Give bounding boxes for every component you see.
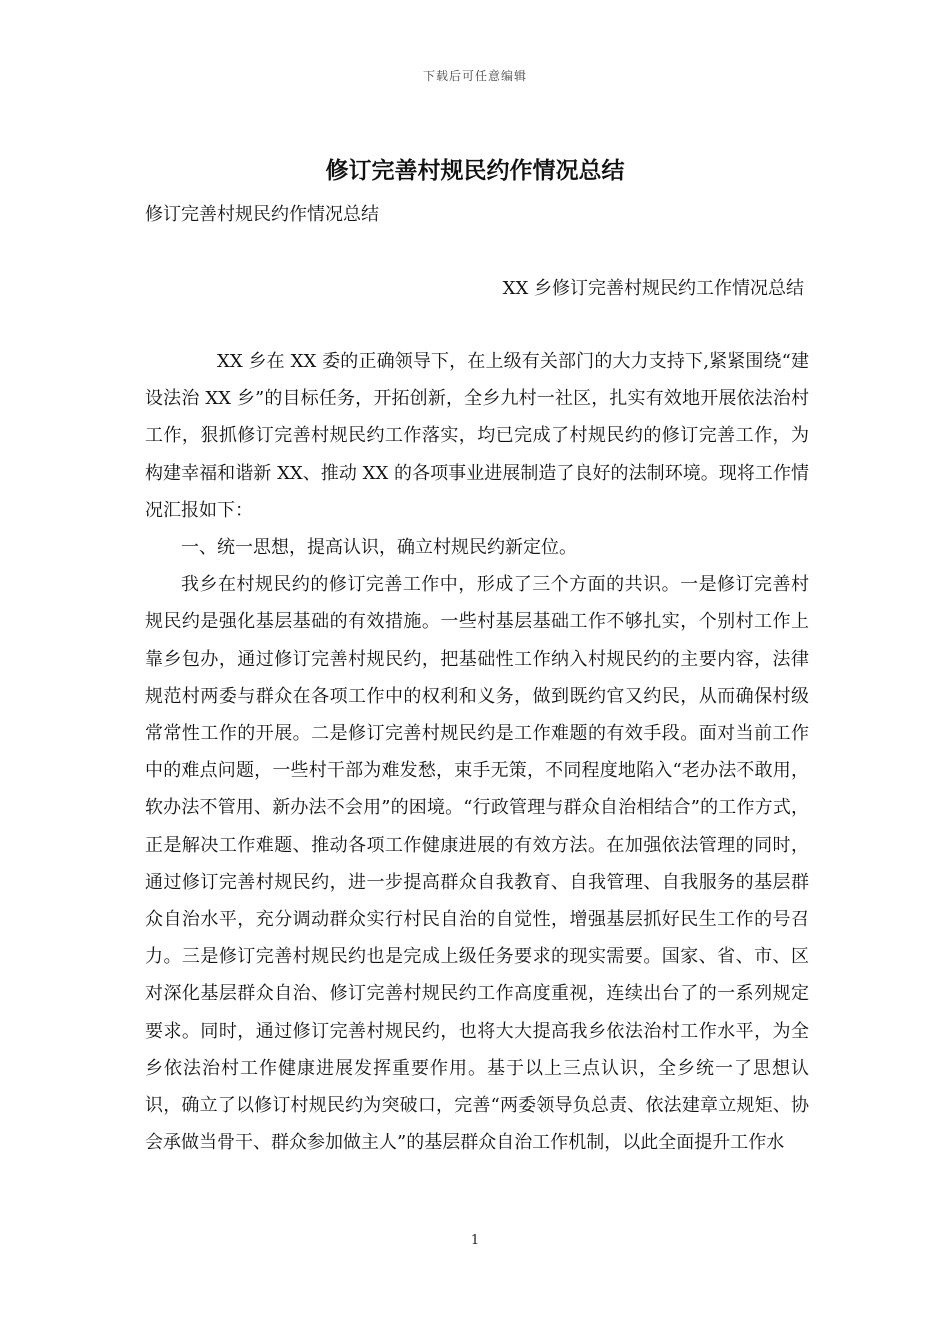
body-paragraph: 我乡在村规民约的修订完善工作中，形成了三个方面的共识。一是修订完善村规民约是强化基层基础的有效措施。一些村基层基础工作不够扎实，个别村工作上靠乡包办，通过修订完善村规民约，把基础性工作纳入村规民约的主要内容，法律规范村两委与群众在各项工作中的权利和义务，做到既约官又约民，从而确保村级常常性工作的开展。二是修订完善村规民约是工作难题的有效手段。面对当前工作中的难点问题，一些村干部为难发愁，束手无策，不同程度地陷入“老办法不敢用，软办法不管用、新办法不会用”的困境。“行政管理与群众自治相结合”的工作方式，正是解决工作难题、推动各项工作健康进展的有效方法。在加强依法管理的同时，通过修订完善村规民约，进一步提高群众自我教育、自我管理、自我服务的基层群众自治水平，充分调动群众实行村民自治的自觉性，增强基层抓好民生工作的号召力。三是修订完善村规民约也是完成上级任务要求的现实需要。国家、省、市、区对深化基层群众自治、修订完善村规民约工作高度重视，连续出台了的一系列规定要求。同时，通过修订完善村规民约，也将大大提高我乡依法治村工作水平，为全乡依法治村工作健康进展发挥重要作用。基于以上三点认识，全乡统一了思想认识，确立了以修订村规民约为突破口，完善“两委领导负总责、依法建章立规矩、协会承做当骨干、群众参加做主人”的基层群众自治工作机制，以此全面提升工作水 [145, 574, 809, 1154]
body-paragraph: XX 乡在 XX 委的正确领导下，在上级有关部门的大力支持下,紧紧围绕“建设法治 XX 乡”的目标任务，开拓创新，全乡九村一社区，扎实有效地开展依法治村工作，狠抓修订完善村规民约工作落实，均已完成了村规民约的修订完善工作，为构建幸福和谐新 XX、推动 XX 的各项事业进展制造了良好的法制环境。现将工作情况汇报如下： [145, 351, 809, 521]
document-subtitle: 修订完善村规民约作情况总结 [145, 204, 379, 225]
report-heading: XX 乡修订完善村规民约工作情况总结 [502, 278, 804, 299]
document-body [145, 343, 809, 1161]
document-title: 修订完善村规民约作情况总结 [325, 157, 625, 184]
section-heading: 一、统一思想，提高认识，确立村规民约新定位。 [181, 537, 577, 559]
header-note: 下载后可任意编辑 [422, 69, 527, 83]
page-number: 1 [470, 1233, 480, 1248]
